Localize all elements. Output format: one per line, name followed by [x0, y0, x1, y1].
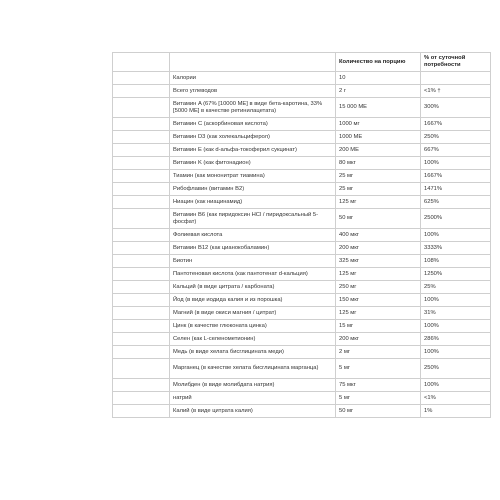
daily-value-cell: 625% — [421, 196, 491, 209]
nutrient-name-cell: Витамин C (аскорбиновая кислота) — [170, 118, 336, 131]
amount-cell: 200 мкг — [336, 242, 421, 255]
table-body — [113, 72, 491, 418]
header-amount-per-serving: Количество на порцию — [336, 53, 421, 72]
row-spacer-cell — [113, 209, 170, 229]
row-spacer-cell — [113, 183, 170, 196]
nutrition-facts-table — [112, 52, 491, 418]
table-row — [113, 294, 491, 307]
table-row — [113, 320, 491, 333]
row-spacer-cell — [113, 242, 170, 255]
amount-cell: 50 мг — [336, 209, 421, 229]
row-spacer-cell — [113, 294, 170, 307]
daily-value-cell: 100% — [421, 379, 491, 392]
table-row — [113, 183, 491, 196]
amount-cell: 50 мг — [336, 405, 421, 418]
row-spacer-cell — [113, 118, 170, 131]
row-spacer-cell — [113, 346, 170, 359]
amount-cell: 125 мг — [336, 307, 421, 320]
amount-cell: 25 мг — [336, 183, 421, 196]
row-spacer-cell — [113, 268, 170, 281]
daily-value-cell: <1% — [421, 392, 491, 405]
nutrient-name-cell: Молибден (в виде молибдата натрия) — [170, 379, 336, 392]
nutrient-name-cell: Калории — [170, 72, 336, 85]
amount-cell: 2 г — [336, 85, 421, 98]
nutrient-name-cell: Витамин D3 (как холекальциферол) — [170, 131, 336, 144]
amount-cell: 15 000 МЕ — [336, 98, 421, 118]
row-spacer-cell — [113, 320, 170, 333]
daily-value-cell: <1% † — [421, 85, 491, 98]
table-row — [113, 131, 491, 144]
table-row — [113, 405, 491, 418]
nutrient-name-cell: Витамин K (как фитонадион) — [170, 157, 336, 170]
amount-cell: 1000 мг — [336, 118, 421, 131]
daily-value-cell: 100% — [421, 320, 491, 333]
amount-cell: 250 мг — [336, 281, 421, 294]
table-row — [113, 170, 491, 183]
table-row — [113, 255, 491, 268]
nutrient-name-cell: натрий — [170, 392, 336, 405]
table-row — [113, 242, 491, 255]
table-row — [113, 379, 491, 392]
row-spacer-cell — [113, 229, 170, 242]
daily-value-cell: 3333% — [421, 242, 491, 255]
table-row — [113, 333, 491, 346]
row-spacer-cell — [113, 281, 170, 294]
amount-cell: 125 мг — [336, 268, 421, 281]
row-spacer-cell — [113, 255, 170, 268]
daily-value-cell: 1667% — [421, 170, 491, 183]
nutrient-name-cell: Марганец (в качестве хелата бисглицината марганца) — [170, 359, 336, 379]
daily-value-cell: 1% — [421, 405, 491, 418]
daily-value-cell: 108% — [421, 255, 491, 268]
nutrient-name-cell: Калий (в виде цитрата калия) — [170, 405, 336, 418]
nutrient-name-cell: Фолиевая кислота — [170, 229, 336, 242]
row-spacer-cell — [113, 72, 170, 85]
daily-value-cell: 100% — [421, 229, 491, 242]
table-header-row — [113, 53, 491, 72]
daily-value-cell: 31% — [421, 307, 491, 320]
amount-cell: 1000 МЕ — [336, 131, 421, 144]
table-row — [113, 268, 491, 281]
table-row — [113, 196, 491, 209]
header-spacer-cell — [113, 53, 170, 72]
nutrient-name-cell: Медь (в виде хелата бисглицината меди) — [170, 346, 336, 359]
amount-cell: 200 МЕ — [336, 144, 421, 157]
table-row — [113, 157, 491, 170]
table-row — [113, 85, 491, 98]
nutrient-name-cell: Витамин B12 (как цианокобаламин) — [170, 242, 336, 255]
daily-value-cell: 1471% — [421, 183, 491, 196]
amount-cell: 400 мкг — [336, 229, 421, 242]
amount-cell: 80 мкг — [336, 157, 421, 170]
nutrient-name-cell: Кальций (в виде цитрата / карбоната) — [170, 281, 336, 294]
row-spacer-cell — [113, 307, 170, 320]
table-row — [113, 144, 491, 157]
amount-cell: 10 — [336, 72, 421, 85]
daily-value-cell: 100% — [421, 157, 491, 170]
nutrient-name-cell: Ниацин (как ниацинамид) — [170, 196, 336, 209]
daily-value-cell: 667% — [421, 144, 491, 157]
nutrient-name-cell: Всего углеводов — [170, 85, 336, 98]
row-spacer-cell — [113, 98, 170, 118]
row-spacer-cell — [113, 85, 170, 98]
table-row — [113, 98, 491, 118]
daily-value-cell: 25% — [421, 281, 491, 294]
header-daily-value: % от суточной потребности — [421, 53, 491, 72]
amount-cell: 25 мг — [336, 170, 421, 183]
header-nutrient — [170, 53, 336, 72]
row-spacer-cell — [113, 392, 170, 405]
nutrient-name-cell: Йод (в виде иодида калия и из порошка) — [170, 294, 336, 307]
amount-cell: 150 мкг — [336, 294, 421, 307]
row-spacer-cell — [113, 196, 170, 209]
nutrient-name-cell: Витамин A (67% [10000 МЕ] в виде бета-каротина, 33% [5000 МЕ] в качестве ретинилацетата) — [170, 98, 336, 118]
daily-value-cell: 250% — [421, 131, 491, 144]
table-row — [113, 209, 491, 229]
daily-value-cell: 1250% — [421, 268, 491, 281]
table-row — [113, 392, 491, 405]
row-spacer-cell — [113, 131, 170, 144]
row-spacer-cell — [113, 170, 170, 183]
row-spacer-cell — [113, 379, 170, 392]
row-spacer-cell — [113, 157, 170, 170]
nutrient-name-cell: Цинк (в качестве глюконата цинка) — [170, 320, 336, 333]
daily-value-cell: 2500% — [421, 209, 491, 229]
daily-value-cell: 100% — [421, 294, 491, 307]
daily-value-cell: 250% — [421, 359, 491, 379]
table-row — [113, 346, 491, 359]
table-row — [113, 229, 491, 242]
daily-value-cell — [421, 72, 491, 85]
table-row — [113, 72, 491, 85]
amount-cell: 5 мг — [336, 359, 421, 379]
amount-cell: 15 мг — [336, 320, 421, 333]
table-row — [113, 118, 491, 131]
row-spacer-cell — [113, 359, 170, 379]
daily-value-cell: 100% — [421, 346, 491, 359]
table-row — [113, 307, 491, 320]
nutrient-name-cell: Пантотеновая кислота (как пантотенат d-кальция) — [170, 268, 336, 281]
row-spacer-cell — [113, 144, 170, 157]
nutrient-name-cell: Витамин E (как d-альфа-токоферил сукцинат) — [170, 144, 336, 157]
nutrient-name-cell: Рибофлавин (витамин B2) — [170, 183, 336, 196]
nutrient-name-cell: Биотин — [170, 255, 336, 268]
amount-cell: 5 мг — [336, 392, 421, 405]
amount-cell: 125 мг — [336, 196, 421, 209]
row-spacer-cell — [113, 405, 170, 418]
nutrient-name-cell: Витамин B6 (как пиридоксин HCl / пиридоксальный 5-фосфат) — [170, 209, 336, 229]
amount-cell: 325 мкг — [336, 255, 421, 268]
daily-value-cell: 1667% — [421, 118, 491, 131]
amount-cell: 2 мг — [336, 346, 421, 359]
row-spacer-cell — [113, 333, 170, 346]
amount-cell: 75 мкг — [336, 379, 421, 392]
daily-value-cell: 286% — [421, 333, 491, 346]
nutrient-name-cell: Тиамин (как мононитрат тиамина) — [170, 170, 336, 183]
table-row — [113, 281, 491, 294]
nutrient-name-cell: Селен (как L-селенометионин) — [170, 333, 336, 346]
table-row — [113, 359, 491, 379]
amount-cell: 200 мкг — [336, 333, 421, 346]
nutrient-name-cell: Магний (в виде окиси магния / цитрат) — [170, 307, 336, 320]
daily-value-cell: 300% — [421, 98, 491, 118]
